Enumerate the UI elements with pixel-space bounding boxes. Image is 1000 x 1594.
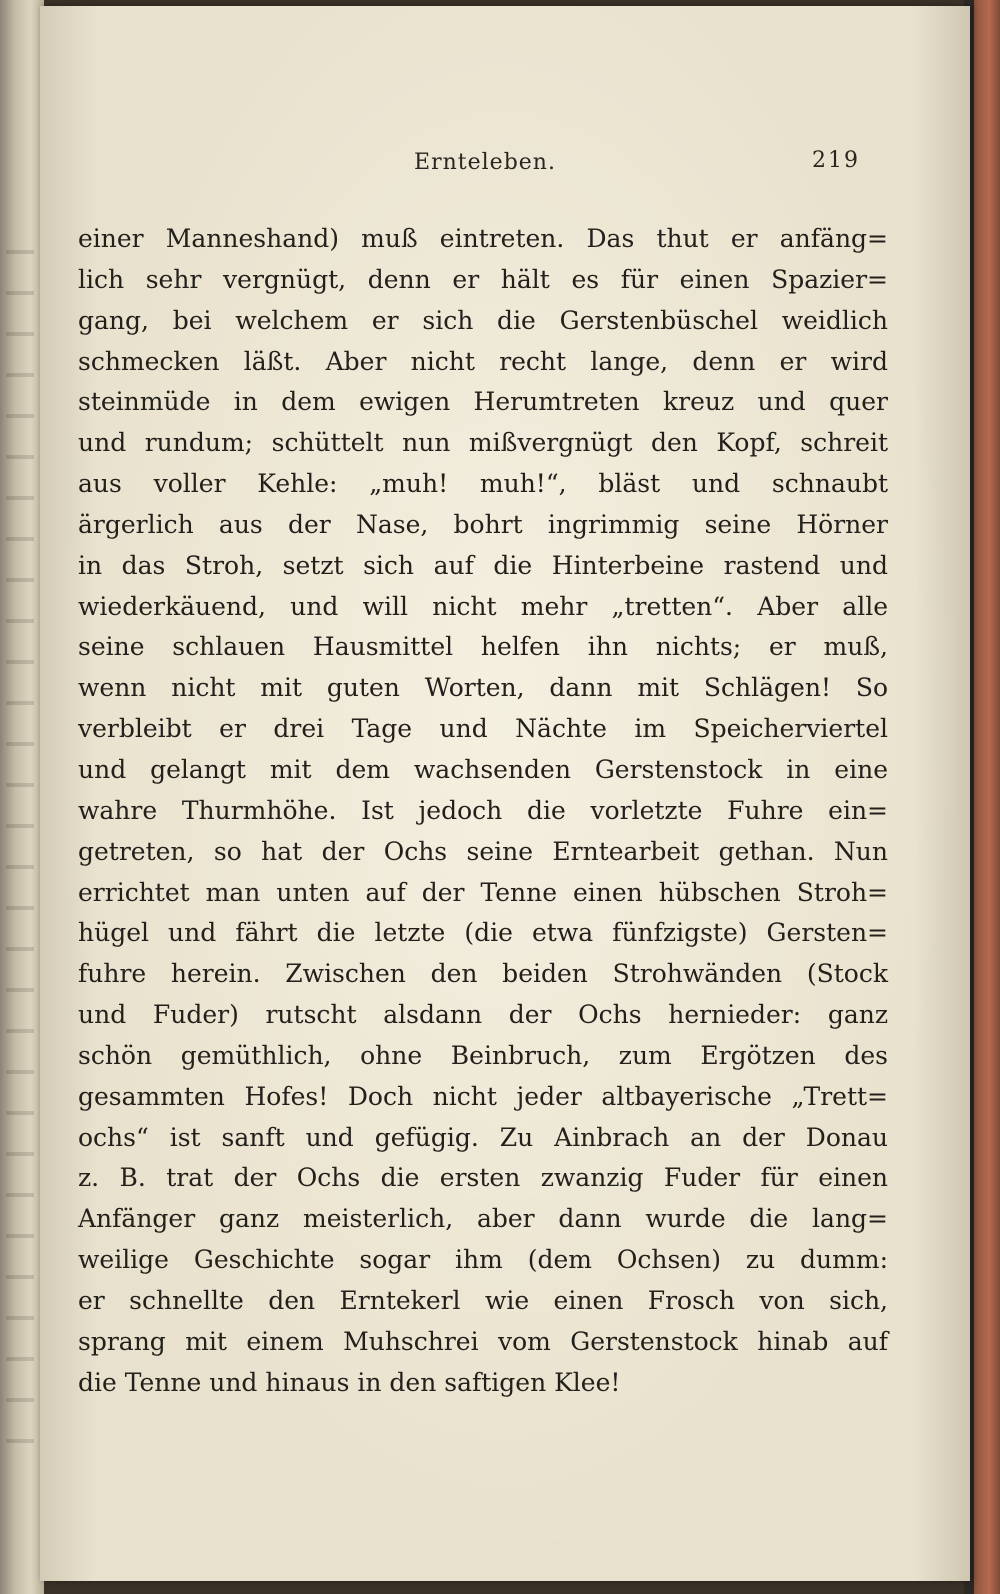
text-line: seine schlauen Hausmittel helfen ihn nichts; er muß, [78,632,888,662]
text-line: und Fuder) rutscht alsdann der Ochs hernieder: ganz [78,1000,888,1030]
text-line: weilige Geschichte sogar ihm (dem Ochsen) zu dumm: [78,1245,888,1275]
body-text [78,219,888,1403]
text-line: und gelangt mit dem wachsenden Gerstenstock in eine [78,754,888,784]
text-line: ochs“ ist sanft und gefügig. Zu Ainbrach an der Donau [78,1122,888,1152]
text-line: lich sehr vergnügt, denn er hält es für einen Spazier= [78,264,888,294]
text-line-last: die Tenne und hinaus in den saftigen Klee! [78,1367,621,1397]
text-line: einer Manneshand) muß eintreten. Das thut er anfäng= [78,224,888,253]
running-head: Ernteleben. [414,150,556,175]
text-line: wahre Thurmhöhe. Ist jedoch die vorletzte Fuhre ein= [78,795,888,825]
text-line: Anfänger ganz meisterlich, aber dann wurde die lang= [78,1204,888,1234]
facing-page-bleed-through [6,250,34,1470]
text-line: ärgerlich aus der Nase, bohrt ingrimmig seine Hörner [78,509,888,539]
facing-page-edge [0,0,44,1594]
text-line: errichtet man unten auf der Tenne einen hübschen Stroh= [78,877,888,907]
text-line: sprang mit einem Muhschrei vom Gerstenstock hinab auf [78,1326,888,1356]
text-line: verbleibt er drei Tage und Nächte im Speicherviertel [78,714,888,744]
text-line: schön gemüthlich, ohne Beinbruch, zum Ergötzen des [78,1040,888,1070]
text-line: in das Stroh, setzt sich auf die Hinterbeine rastend und [78,550,888,580]
text-line: gang, bei welchem er sich die Gerstenbüschel weidlich [78,305,888,335]
text-line: steinmüde in dem ewigen Herumtreten kreuz und quer [78,387,888,417]
text-line: er schnellte den Erntekerl wie einen Frosch von sich, [78,1285,888,1315]
text-line: hügel und fährt die letzte (die etwa fünfzigste) Gersten= [78,918,888,948]
text-line: gesammten Hofes! Doch nicht jeder altbayerische „Trett= [78,1081,888,1111]
book-page [40,6,970,1581]
text-line: fuhre herein. Zwischen den beiden Strohwänden (Stock [78,959,888,989]
text-line: schmecken läßt. Aber nicht recht lange, denn er wird [78,346,888,376]
text-line: aus voller Kehle: „muh! muh!“, bläst und schnaubt [78,469,888,499]
text-line: wiederkäuend, und will nicht mehr „tretten“. Aber alle [78,591,888,621]
text-line: getreten, so hat der Ochs seine Erntearbeit gethan. Nun [78,836,888,866]
text-line: z. B. trat der Ochs die ersten zwanzig Fuder für einen [78,1163,888,1193]
text-line: wenn nicht mit guten Worten, dann mit Schlägen! So [78,673,888,703]
page-number: 219 [812,148,860,173]
page-header [40,146,970,182]
text-line: und rundum; schüttelt nun mißvergnügt den Kopf, schreit [78,428,888,458]
